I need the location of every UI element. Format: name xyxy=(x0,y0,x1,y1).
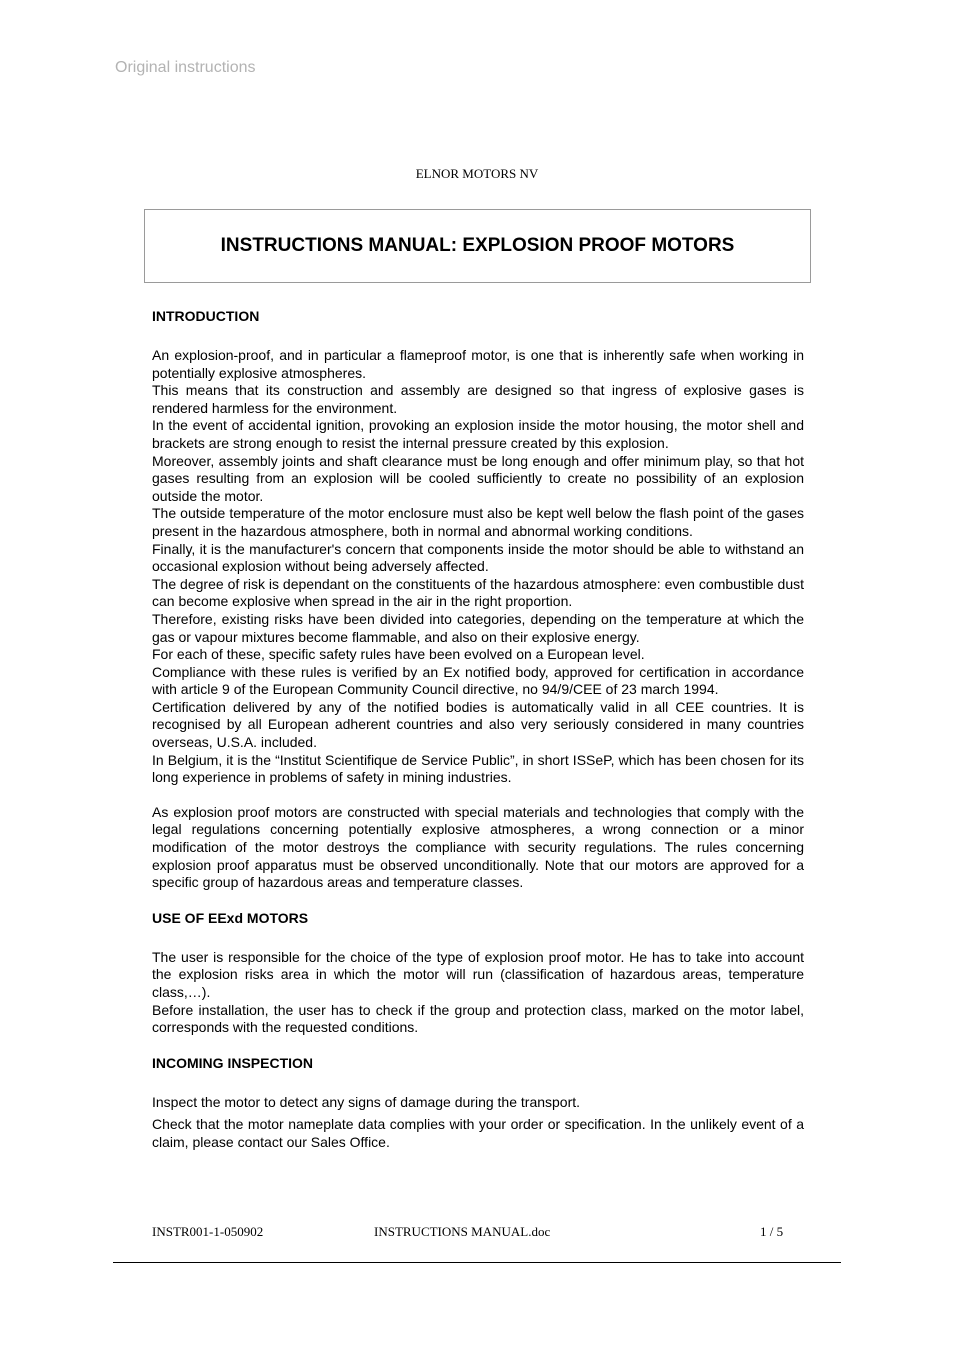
paragraph: The degree of risk is dependant on the constituents of the hazardous atmosphere: even combustible dust can become explosive when spread in the air in the right proportion. xyxy=(152,575,804,610)
paragraph: An explosion-proof, and in particular a flameproof motor, is one that is inherently safe when working in potentially explosive atmospheres. xyxy=(152,347,804,381)
section-heading-introduction: INTRODUCTION xyxy=(152,308,260,324)
paragraph: For each of these, specific safety rules have been evolved on a European level. xyxy=(152,646,645,663)
paragraph: The user is responsible for the choice of the type of explosion proof motor. He has to take into account the explosion risks area in which the motor will run (classification of hazardous areas, temperature class,…). xyxy=(152,948,804,1000)
footer-doc-code: INSTR001-1-050902 xyxy=(152,1224,264,1239)
paragraph: The outside temperature of the motor enclosure must also be kept well below the flash point of the gases present in the hazardous atmosphere, both in normal and abnormal working conditions. xyxy=(152,505,804,539)
paragraph-closing: As explosion proof motors are constructed with special materials and technologies that comply with the legal regulations concerning potentially explosive atmospheres, a wrong connection or a minor modification of the motor destroys the compliance with security regulations. The rules concerning explosion proof apparatus must be observed unconditionally. Note that our motors are approved for a specific group of hazardous areas and temperature classes. xyxy=(152,803,804,891)
paragraph: Check that the motor nameplate data complies with your order or specification. In the unlikely event of a claim, please contact our Sales Office. xyxy=(152,1116,804,1150)
paragraph: Before installation, the user has to check if the group and protection class, marked on the motor label, corresponds with the requested conditions. xyxy=(152,1001,804,1036)
paragraph: In the event of accidental ignition, provoking an explosion inside the motor housing, the motor shell and brackets are strong enough to resist the internal pressure created by this explosion. xyxy=(152,417,804,451)
paragraph: This means that its construction and assembly are designed so that ingress of explosive gases is rendered harmless for the environment. xyxy=(152,382,804,416)
footer-page-number: 1 / 5 xyxy=(760,1224,784,1239)
section-heading-use: USE OF EExd MOTORS xyxy=(152,909,309,926)
watermark: Original instructions xyxy=(115,59,256,76)
paragraph: Inspect the motor to detect any signs of damage during the transport. xyxy=(152,1093,581,1110)
paragraph: In Belgium, it is the “Institut Scientifique de Service Public”, in short ISSeP, which has been chosen for its long experience in problems of safety in mining industries. xyxy=(152,751,804,786)
paragraph: Compliance with these rules is verified by an Ex notified body, approved for certification in accordance with article 9 of the European Community Council directive, no 94/9/CEE of 23 march 1994. xyxy=(152,663,804,698)
company-name: ELNOR MOTORS NV xyxy=(415,166,539,181)
section-heading-inspection: INCOMING INSPECTION xyxy=(152,1054,314,1071)
paragraph: Moreover, assembly joints and shaft clearance must be long enough and offer minimum play, so that hot gases resulting from an explosion will be cooled sufficiently to create no possibility of an explosion outside the motor. xyxy=(152,452,804,504)
footer-divider xyxy=(113,1262,841,1263)
paragraph: Finally, it is the manufacturer's concern that components inside the motor should be able to withstand an occasional explosion without being adversely affected. xyxy=(152,540,804,575)
footer-file-name: INSTRUCTIONS MANUAL.doc xyxy=(374,1224,551,1239)
document-body xyxy=(152,307,804,1152)
document-title: INSTRUCTIONS MANUAL: EXPLOSION PROOF MOTORS xyxy=(220,235,735,256)
paragraph: Certification delivered by any of the notified bodies is automatically valid in all CEE countries. It is recognised by all European adherent countries and also very seriously considered in many countries overseas, U.S.A. included. xyxy=(152,698,804,751)
paragraph: Therefore, existing risks have been divided into categories, depending on the temperature at which the gas or vapour mixtures become flammable, and also on their explosive energy. xyxy=(152,610,804,645)
title-box xyxy=(144,209,811,283)
